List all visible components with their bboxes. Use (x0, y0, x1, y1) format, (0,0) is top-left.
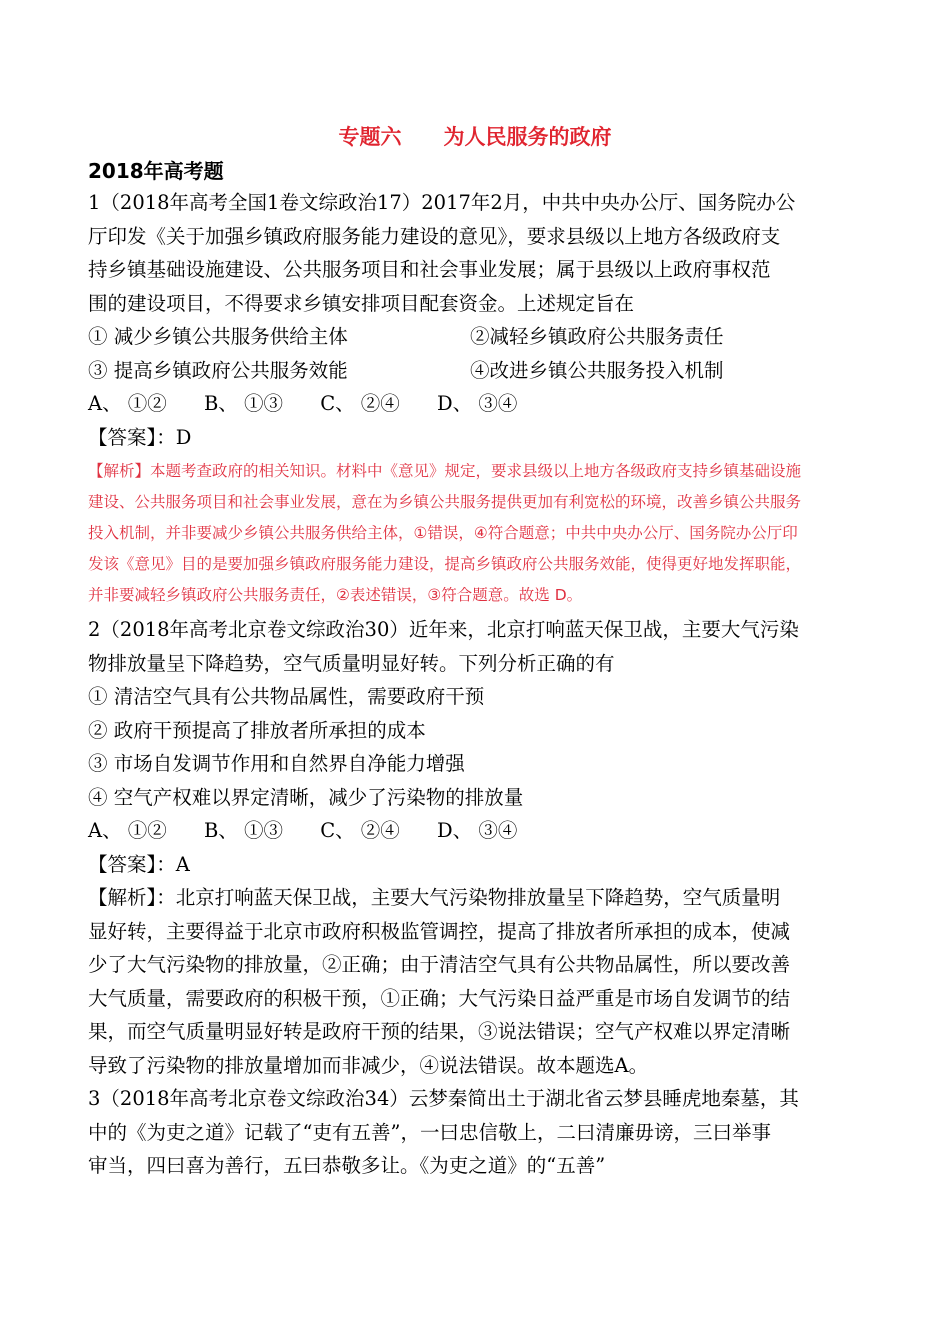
question-1-choices: A、 ①② B、 ①③ C、 ②④ D、 ③④ (88, 392, 518, 415)
explanation-line: 大气质量，需要政府的积极干预，①正确；大气污染日益严重是市场自发调节的结 (88, 986, 791, 1010)
option-3: ③ 提高乡镇政府公共服务效能 (88, 358, 348, 382)
question-1-options-row (88, 354, 868, 388)
question-2-option: ③ 市场自发调节作用和自然界自净能力增强 (88, 752, 465, 775)
option-2: ②减轻乡镇政府公共服务责任 (470, 325, 724, 348)
question-3 (88, 1082, 868, 1183)
question-2-stem-line: 2（2018年高考北京卷文综政治30）近年来，北京打响蓝天保卫战，主要大气污染 (88, 618, 799, 641)
explanation-line: 投入机制，并非要减少乡镇公共服务供给主体，①错误，④符合题意；中共中央办公厅、国务院办公厅印 (88, 524, 798, 542)
option-1: ① 减少乡镇公共服务供给主体 (88, 325, 348, 348)
question-1-stem-line: 1（2018年高考全国1卷文综政治17）2017年2月，中共中央办公厅、国务院办公 (88, 191, 796, 214)
document-body (88, 186, 868, 1183)
question-2-option: ② 政府干预提高了排放者所承担的成本 (88, 718, 426, 742)
question-2-option: ④ 空气产权难以界定清晰，减少了污染物的排放量 (88, 785, 524, 809)
page-title: 专题六 为人民服务的政府 (338, 125, 612, 149)
section-heading: 2018年高考题 (88, 159, 224, 183)
explanation-line: 导致了污染物的排放量增加而非减少，④说法错误。故本题选A。 (88, 1053, 649, 1077)
question-1-answer: 【答案】：D (88, 425, 192, 449)
explanation-line: 建设、公共服务项目和社会事业发展，意在为乡镇公共服务提供更加有利宽松的环境，改善乡镇公共服务 (88, 493, 802, 511)
question-2 (88, 613, 868, 1082)
question-1-explanation (88, 456, 868, 611)
question-3-stem-line: 3（2018年高考北京卷文综政治34）云梦秦简出土于湖北省云梦县睡虎地秦墓，其 (88, 1087, 799, 1110)
explanation-line: 并非要减轻乡镇政府公共服务责任，②表述错误，③符合题意。故选 D。 (88, 586, 583, 604)
explanation-line: 少了大气污染物的排放量，②正确；由于清洁空气具有公共物品属性，所以要改善 (88, 953, 791, 976)
question-2-stem-line: 物排放量呈下降趋势，空气质量明显好转。下列分析正确的有 (88, 651, 615, 675)
explanation-line: 发该《意见》目的是要加强乡镇政府服务能力建设，提高乡镇政府公共服务效能，使得更好地发挥职能， (88, 555, 802, 573)
question-3-stem-line: 审当，四曰喜为善行，五曰恭敬多让。《为吏之道》的“五善” (88, 1154, 606, 1177)
explanation-line: 【解析】：北京打响蓝天保卫战，主要大气污染物排放量呈下降趋势，空气质量明 (88, 886, 781, 909)
question-1-stem-line: 厅印发《关于加强乡镇政府服务能力建设的意见》，要求县级以上地方各级政府支 (88, 224, 781, 248)
option-4: ④改进乡镇公共服务投入机制 (470, 358, 724, 382)
explanation-line: 【解析】本题考查政府的相关知识。材料中《意见》规定，要求县级以上地方各级政府支持乡镇基础设施 (88, 462, 802, 480)
question-1 (88, 186, 868, 611)
question-1-stem-line: 持乡镇基础设施建设、公共服务项目和社会事业发展；属于县级以上政府事权范 (88, 258, 771, 281)
question-1-options-row (88, 320, 868, 354)
question-2-answer: 【答案】：A (88, 852, 190, 876)
explanation-line: 显好转，主要得益于北京市政府积极监管调控，提高了排放者所承担的成本，使减 (88, 919, 791, 943)
question-2-choices: A、 ①② B、 ①③ C、 ②④ D、 ③④ (88, 819, 518, 842)
question-2-option: ① 清洁空气具有公共物品属性，需要政府干预 (88, 685, 485, 708)
question-1-stem-line: 围的建设项目，不得要求乡镇安排项目配套资金。上述规定旨在 (88, 291, 635, 315)
explanation-line: 果，而空气质量明显好转是政府干预的结果，③说法错误；空气产权难以界定清晰 (88, 1020, 791, 1043)
question-3-stem-line: 中的《为吏之道》记载了“吏有五善”，一曰忠信敬上，二曰清廉毋谤，三曰举事 (88, 1120, 771, 1144)
